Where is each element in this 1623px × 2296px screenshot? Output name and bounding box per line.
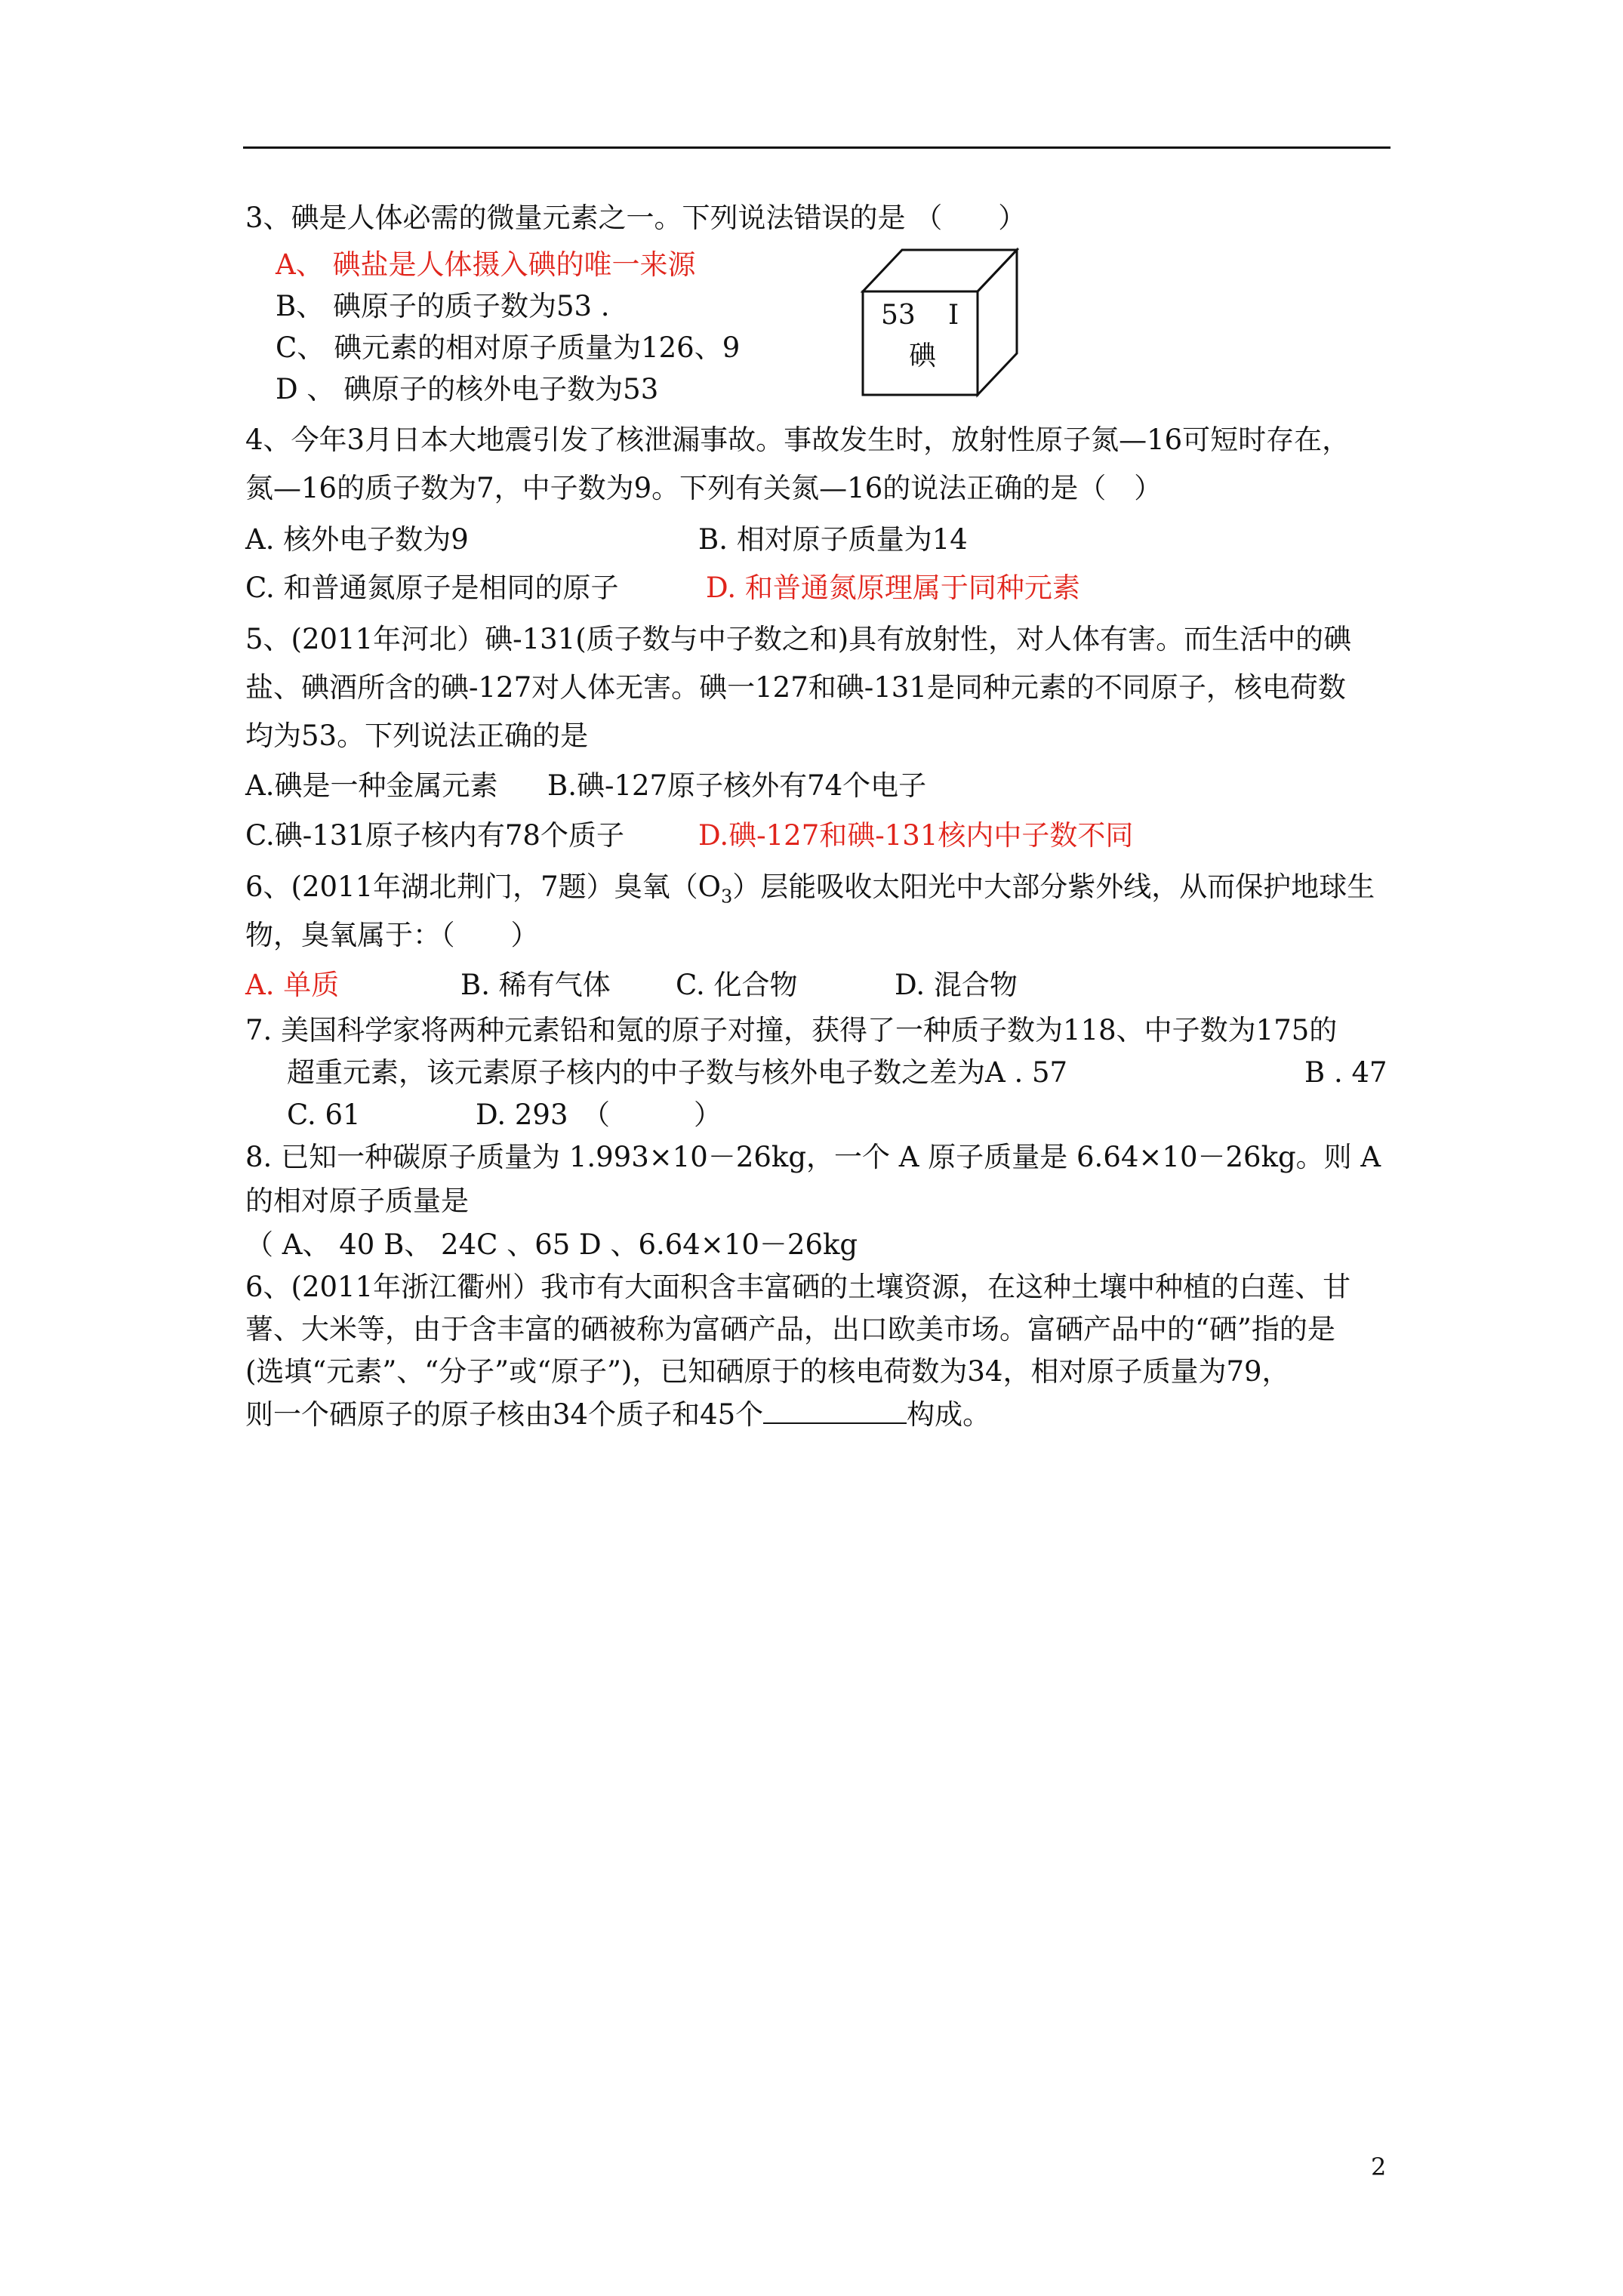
q3-option-c: C、 碘元素的相对原子质量为126、9 [276,331,741,364]
q5-option-c: C.碘-131原子核内有78个质子 [245,819,624,852]
q8-line-1: 8. 已知一种碳原子质量为 1.993×10－26kg，一个 A 原子质量是 6.64×10－26kg。则 A [245,1141,1381,1173]
q7-line-1: 7. 美国科学家将两种元素铅和氪的原子对撞，获得了一种质子数为118、中子数为175的 [245,1014,1338,1046]
q5-line-1: 5、(2011年河北）碘-131(质子数与中子数之和)具有放射性，对人体有害。而生活中的碘 [245,623,1352,655]
q6b-line-2: 薯、大米等，由于含丰富的硒被称为富硒产品，出口欧美市场。富硒产品中的“硒”指的是 [245,1313,1335,1345]
q4-option-a: A. 核外电子数为9 [245,523,469,556]
q6b-line-3: (选填“元素”、“分子”或“原子”)，已知硒原于的核电荷数为34，相对原子质量为79， [245,1355,1290,1388]
q6-option-c: C. 化合物 [676,969,798,1001]
q8-line-2: 的相对原子质量是 [245,1185,469,1217]
q6-line-1-pre: 6、(2011年湖北荆门，7题）臭氧（O [245,871,722,903]
q5-line-3: 均为53。下列说法正确的是 [245,720,589,752]
q6-subscript: 3 [721,886,733,908]
q3-option-b: B、 碘原子的质子数为53 . [276,290,610,322]
q4-option-b: B. 相对原子质量为14 [698,523,968,556]
q6b-line-4-pre: 则一个硒原子的原子核由34个质子和45个 [245,1398,764,1431]
q5-option-d: D.碘-127和碘-131核内中子数不同 [698,819,1134,852]
q6b-line-4 [245,1395,990,1434]
q7-line-2: 超重元素，该元素原子核内的中子数与核外电子数之差为A . 57 [287,1056,1068,1089]
q4-option-c: C. 和普通氮原子是相同的原子 [245,572,619,604]
page-number: 2 [1371,2153,1387,2181]
q4-line-2: 氮—16的质子数为7，中子数为9。下列有关氮—16的说法正确的是（ ） [245,472,1163,504]
q7-option-d: D. 293 （ ） [476,1099,722,1131]
q6-line-1 [245,868,1375,915]
q6-option-d: D. 混合物 [895,969,1018,1001]
q3-option-a: A、 碘盐是人体摄入碘的唯一来源 [276,248,696,281]
q6-option-a: A. 单质 [245,969,340,1001]
q8-options: （ A、 40 B、 24C 、65 D 、6.64×10－26kg [245,1228,858,1261]
q6-line-1-post: ）层能吸收太阳光中大部分紫外线，从而保护地球生 [732,871,1375,903]
q5-option-b: B.碘-127原子核外有74个电子 [547,769,927,802]
q3-stem: 3、碘是人体必需的微量元素之一。下列说法错误的是 （ ） [245,202,1027,234]
q4-option-d: D. 和普通氮原理属于同种元素 [706,572,1080,604]
header-rule [243,146,1390,149]
cube-element-name: 碘 [909,341,937,371]
q5-option-a: A.碘是一种金属元素 [245,769,498,802]
cube-atomic-number: 53 [881,300,916,331]
q6-line-2: 物，臭氧属于：（ ） [245,919,539,951]
answer-blank [763,1395,907,1424]
q4-line-1: 4、今年3月日本大地震引发了核泄漏事故。事故发生时，放射性原子氮—16可短时存在， [245,424,1350,456]
iodine-element-cube [861,248,1019,399]
q5-line-2: 盐、碘酒所含的碘-127对人体无害。碘一127和碘-131是同种元素的不同原子，核电荷数 [245,671,1346,704]
q3-option-d: D 、 碘原子的核外电子数为53 [276,373,659,405]
q6b-line-4-post: 构成。 [907,1398,991,1431]
q7-option-c: C. 61 [287,1099,361,1131]
cube-symbol: I [948,300,959,331]
q6-option-b: B. 稀有气体 [460,969,611,1001]
q7-option-b: B . 47 [1304,1056,1387,1089]
q6b-line-1: 6、(2011年浙江衢州）我市有大面积含丰富硒的土壤资源，在这种土壤中种植的白莲、甘 [245,1271,1351,1303]
